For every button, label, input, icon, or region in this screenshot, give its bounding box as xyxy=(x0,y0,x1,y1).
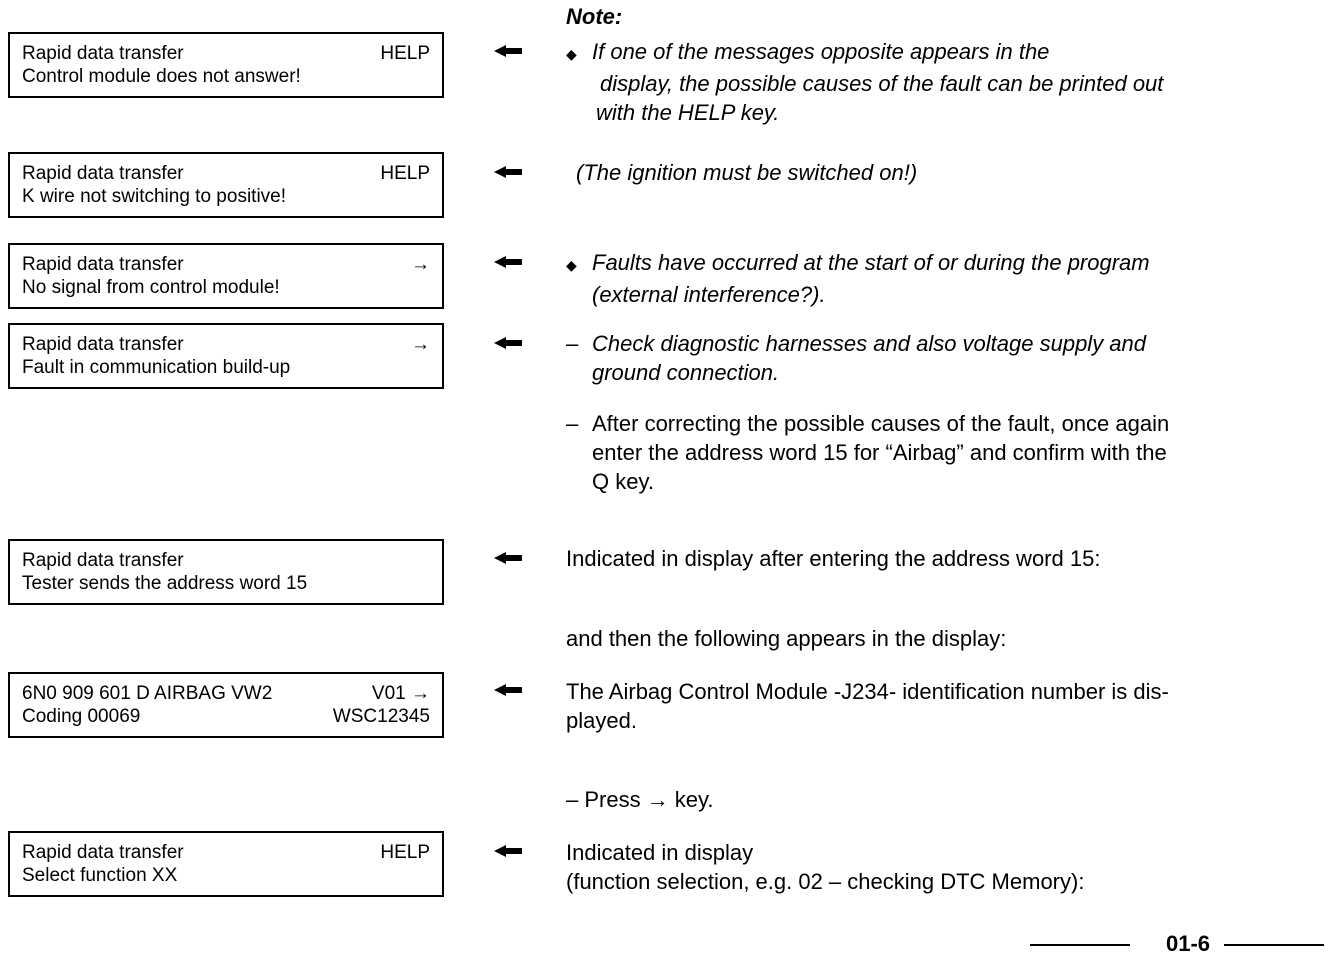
box-line-1: Rapid data transfer xyxy=(22,43,184,64)
footer-rule-left xyxy=(1030,944,1130,946)
function-selection-paragraph: Indicated in display (function selection, e.g. 02 – checking DTC Memory): xyxy=(566,840,1085,894)
display-box-control-module xyxy=(8,32,444,98)
help-key-label: HELP xyxy=(380,163,430,184)
pointer-arrow-icon xyxy=(494,844,524,858)
box-line-2: Coding 00069 xyxy=(22,706,141,727)
display-box-k-wire xyxy=(8,152,444,218)
box-line-1: Rapid data transfer xyxy=(22,254,184,275)
box-line-2: Select function XX xyxy=(22,865,178,886)
box-line-2: Control module does not answer! xyxy=(22,66,301,87)
pointer-arrow-icon xyxy=(494,165,524,179)
faults-occurred-paragraph: ◆ Faults have occurred at the start of or during the program (external interference?). xyxy=(566,250,1150,307)
pointer-arrow-icon xyxy=(494,44,524,58)
display-box-select-function xyxy=(8,831,444,897)
box-line-1: Rapid data transfer xyxy=(22,550,184,571)
diamond-bullet-icon: ◆ xyxy=(566,257,577,273)
dash-bullet: – xyxy=(566,331,579,356)
display-box-communication xyxy=(8,323,444,389)
footer-rule-right xyxy=(1224,944,1324,946)
box-line-1: Rapid data transfer xyxy=(22,842,184,863)
box-line-2: Fault in communication build-up xyxy=(22,357,291,378)
display-box-identification xyxy=(8,672,444,738)
workshop-code: WSC12345 xyxy=(332,706,430,727)
note-heading: Note: xyxy=(566,4,623,29)
pointer-arrow-icon xyxy=(494,336,524,350)
check-harnesses-paragraph: – Check diagnostic harnesses and also voltage supply and ground connection. xyxy=(566,331,1147,385)
press-arrow-key-step: – Press → key. xyxy=(566,787,714,812)
box-line-1: Rapid data transfer xyxy=(22,334,184,355)
pointer-arrow-icon xyxy=(494,683,524,697)
help-key-label: HELP xyxy=(380,842,430,863)
page-number: 01-6 xyxy=(1166,931,1211,956)
following-appears-text: and then the following appears in the display: xyxy=(566,626,1007,651)
box-line-1: Rapid data transfer xyxy=(22,163,184,184)
box-line-1: 6N0 909 601 D AIRBAG VW2 xyxy=(22,683,273,704)
version-label: V01 → xyxy=(371,683,430,704)
after-correcting-paragraph: – After correcting the possible causes of the fault, once again enter the address word 15 for “Airbag” and confirm with the Q key. xyxy=(566,411,1170,494)
arrow-key-label: → xyxy=(411,334,430,355)
indicated-after-address-word: Indicated in display after entering the address word 15: xyxy=(566,546,1101,571)
box-line-2: Tester sends the address word 15 xyxy=(22,573,308,594)
display-box-no-signal xyxy=(8,243,444,309)
display-box-address-word xyxy=(8,539,444,605)
pointer-arrow-icon xyxy=(494,255,524,269)
box-line-2: No signal from control module! xyxy=(22,277,280,298)
arrow-key-label: → xyxy=(411,254,430,275)
pointer-arrow-icon xyxy=(494,551,524,565)
identification-number-paragraph: The Airbag Control Module -J234- identification number is dis- played. xyxy=(566,679,1169,733)
help-key-label: HELP xyxy=(380,43,430,64)
ignition-note: (The ignition must be switched on!) xyxy=(576,160,918,185)
note-help-key-paragraph: ◆ If one of the messages opposite appears in the display, the possible causes of the fault can be printed out with the HELP key. xyxy=(566,39,1164,125)
diamond-bullet-icon: ◆ xyxy=(566,46,577,62)
box-line-2: K wire not switching to positive! xyxy=(22,186,287,207)
dash-bullet: – xyxy=(566,411,579,436)
